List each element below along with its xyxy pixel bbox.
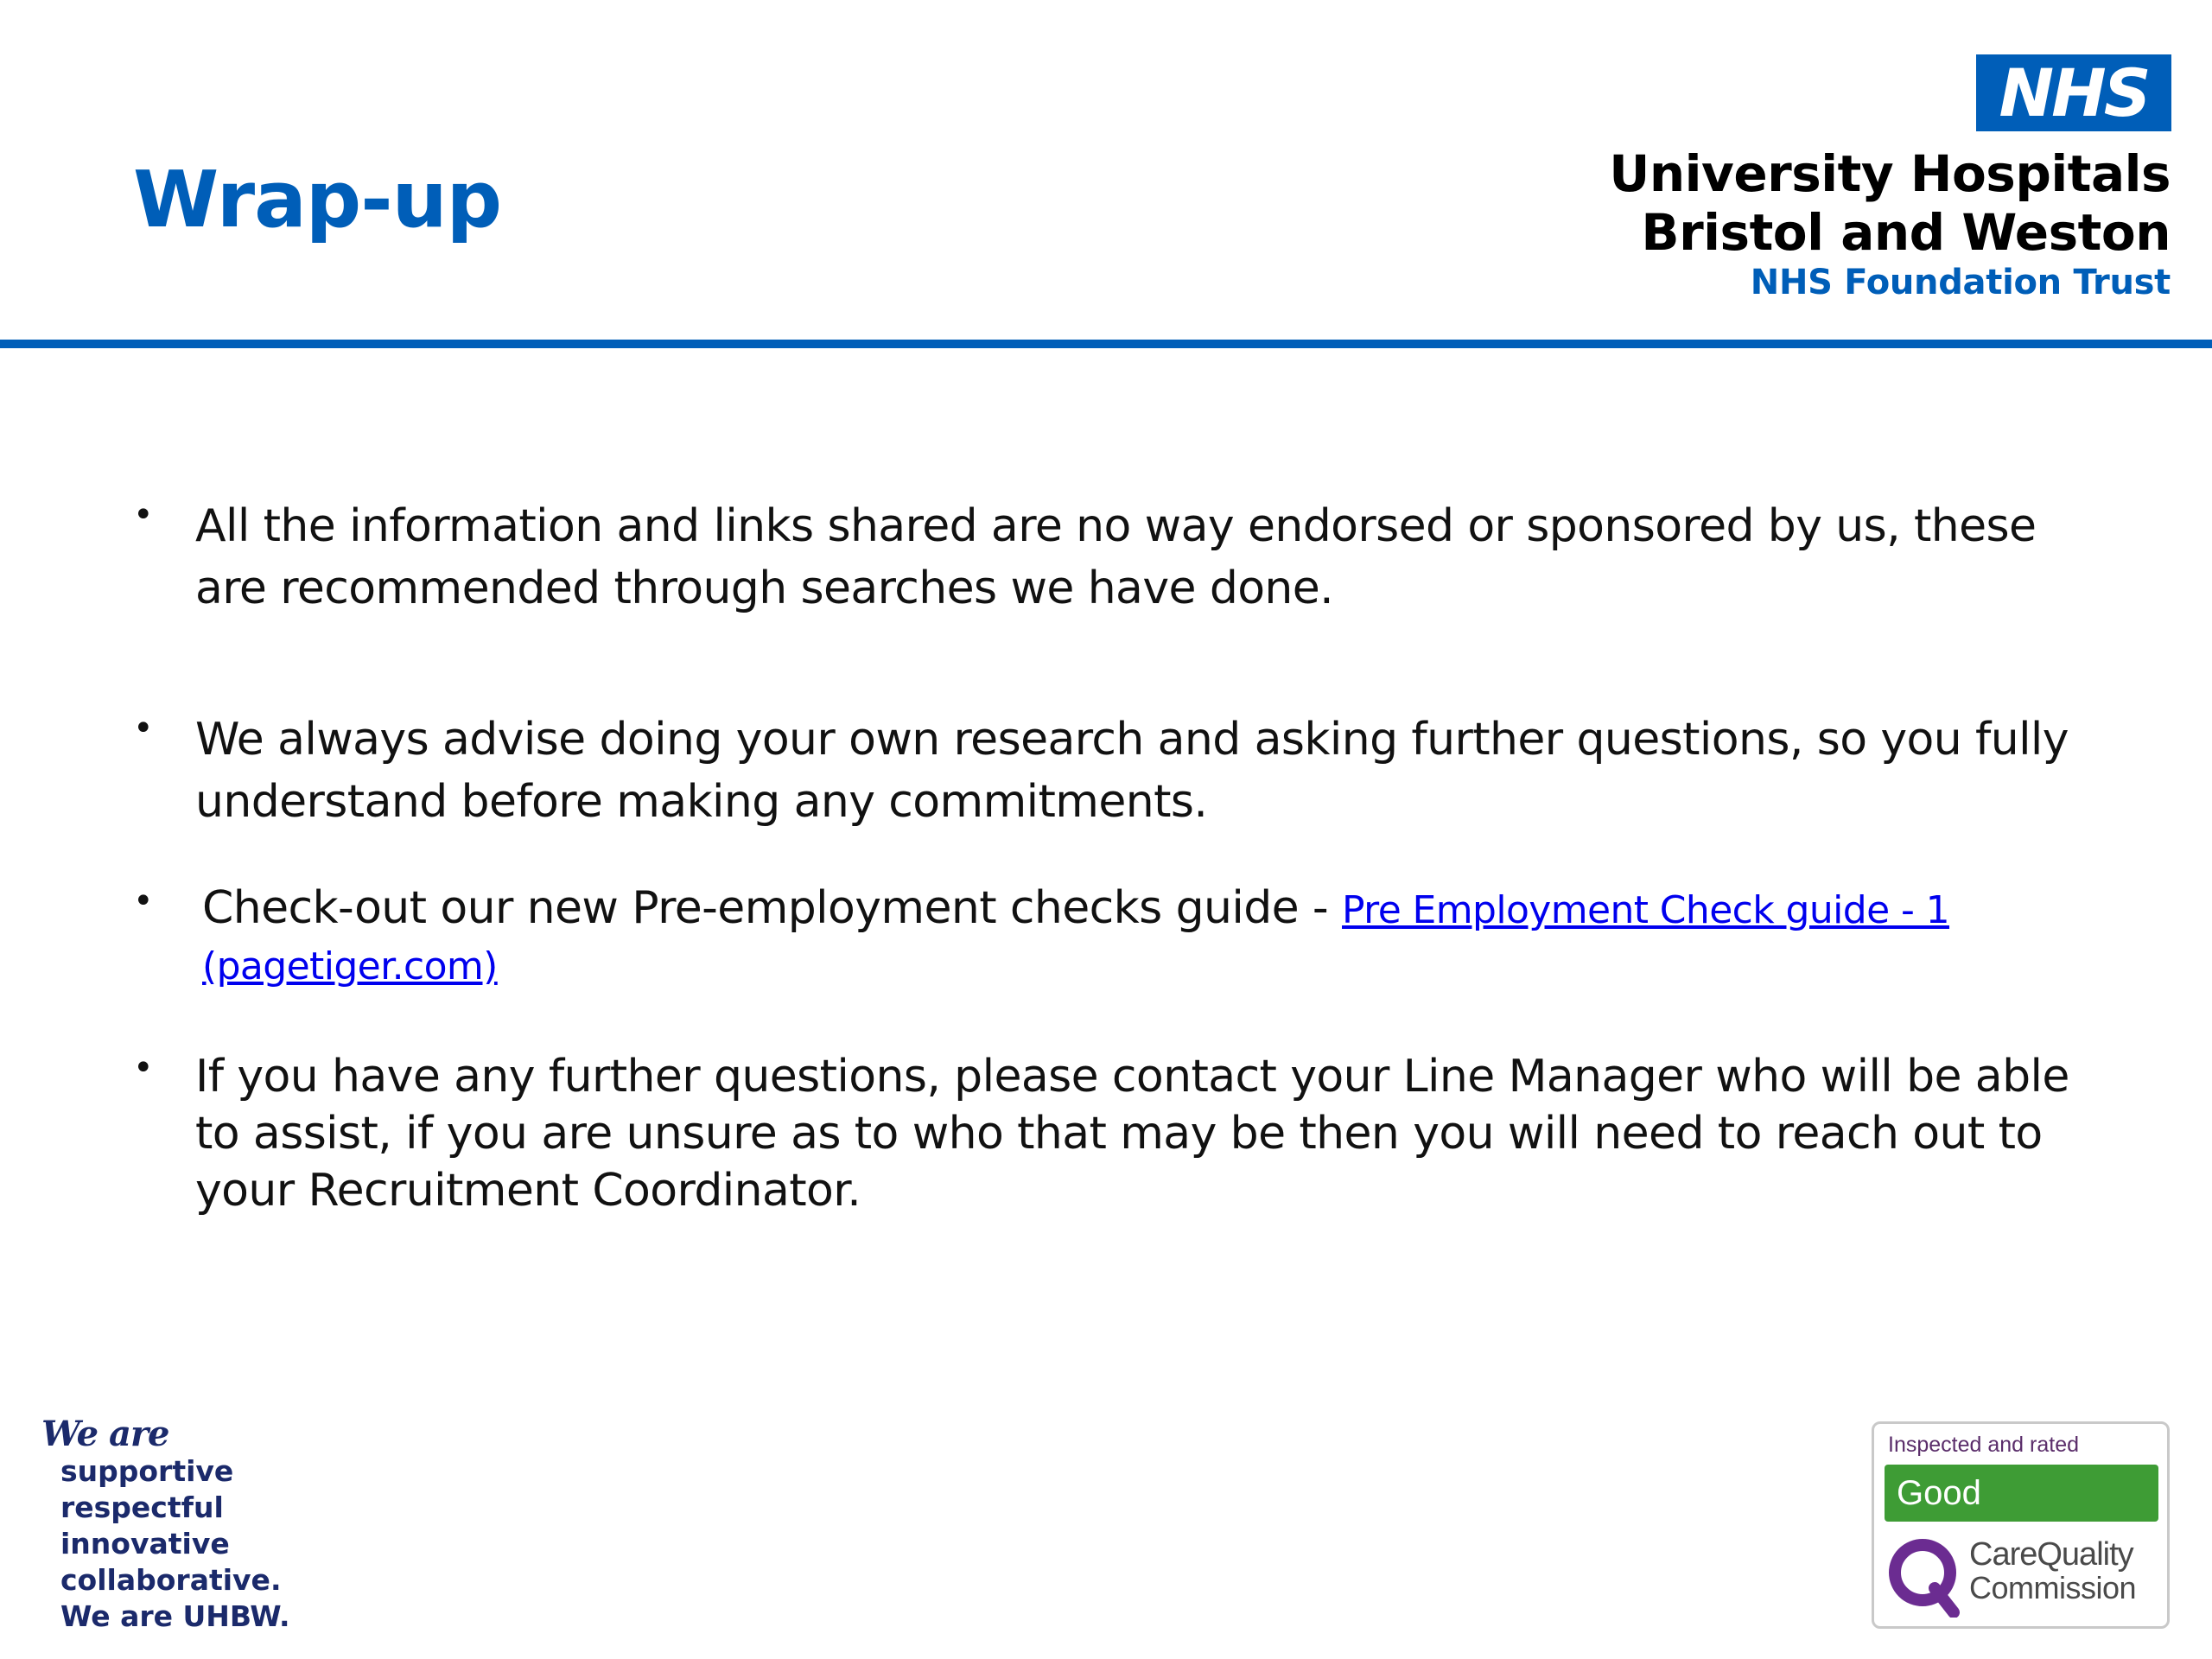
pre-employment-guide-link[interactable]: Pre Employment Check guide - 1 (pagetiger.com) bbox=[202, 888, 1950, 988]
header-divider bbox=[0, 340, 2212, 348]
bullet-text: We always advise doing your own research and asking further questions, so you fully understand before making any commitments. bbox=[195, 714, 2069, 828]
trust-name: NHS Foundation Trust bbox=[1750, 263, 2171, 302]
values-line: collaborative. bbox=[60, 1563, 282, 1597]
bullet-text: All the information and links shared are no way endorsed or sponsored by us, these are recommended through searches we have done. bbox=[195, 500, 2037, 614]
cqc-q-icon bbox=[1885, 1535, 1964, 1618]
nhs-logo-text: NHS bbox=[1999, 54, 2149, 131]
bullet-icon: • bbox=[133, 709, 154, 748]
values-line: supportive bbox=[60, 1454, 234, 1488]
org-name-line-2: Bristol and Weston bbox=[1641, 203, 2171, 262]
bullet-text-with-link bbox=[202, 881, 2103, 994]
values-line: innovative bbox=[60, 1527, 230, 1560]
slide-title: Wrap-up bbox=[133, 155, 502, 245]
values-lead: We are bbox=[41, 1414, 169, 1454]
cqc-rating-badge bbox=[1872, 1421, 2170, 1629]
bullet-text: Check-out our new Pre-employment checks guide - bbox=[202, 882, 1343, 934]
nhs-logo bbox=[1976, 54, 2171, 131]
bullet-text: If you have any further questions, please contact your Line Manager who will be able to assist, if you are unsure as to who that may be then you will need to reach out to your Recruitment Coordinator. bbox=[195, 1051, 2069, 1217]
cqc-name-line-2: Commission bbox=[1969, 1570, 2137, 1605]
bullet-icon: • bbox=[133, 1048, 154, 1088]
cqc-inspected-label: Inspected and rated bbox=[1888, 1433, 2079, 1457]
values-line: respectful bbox=[60, 1491, 224, 1524]
values-line: We are UHBW. bbox=[60, 1599, 290, 1633]
cqc-name-line-1: CareQuality bbox=[1969, 1536, 2133, 1573]
bullet-icon: • bbox=[133, 495, 154, 535]
org-name-line-1: University Hospitals bbox=[1609, 144, 2171, 203]
bullet-icon: • bbox=[133, 881, 154, 921]
cqc-rating-value: Good bbox=[1885, 1465, 2158, 1522]
values-statement bbox=[41, 1415, 290, 1635]
